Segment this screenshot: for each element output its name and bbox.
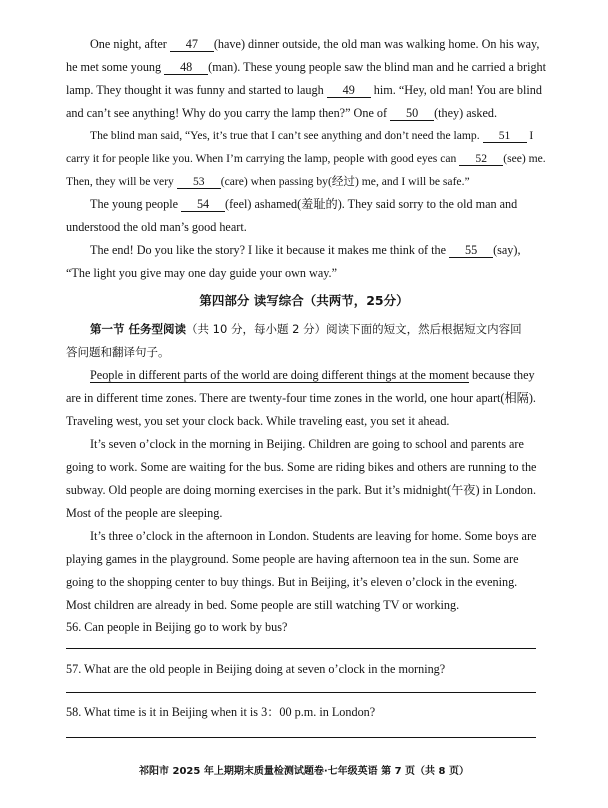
story-text: “The light you give may one day guide your own way.” (66, 266, 337, 280)
passage-line (66, 597, 558, 613)
instruction-text: （共 10 分，每小题 2 分）阅读下面的短文，然后根据短文内容回 (186, 322, 522, 336)
blank-47[interactable]: 47 (170, 38, 214, 52)
story-text: understood the old man’s good heart. (66, 220, 247, 234)
part-instruction (90, 321, 558, 337)
blank-53[interactable]: 53 (177, 175, 221, 189)
passage-line (66, 482, 558, 498)
blank-52[interactable]: 52 (459, 152, 503, 166)
story-text: lamp. They thought it was funny and started to laugh (66, 83, 324, 97)
passage-text: playing games in the playground. Some people are having afternoon tea in the sun. Some are (66, 552, 519, 566)
story-line (90, 242, 558, 258)
story-text: carry it for people like you. When I’m carrying the lamp, people with good eyes can (66, 152, 457, 165)
passage-line (66, 574, 558, 590)
story-text: The young people (90, 197, 178, 211)
passage-text: because they (468, 368, 535, 382)
story-line (90, 196, 558, 212)
story-text: (see) me. (503, 152, 546, 165)
answer-line-58[interactable] (66, 737, 536, 738)
passage-text: Most of the people are sleeping. (66, 506, 223, 520)
story-line (66, 151, 558, 167)
passage-line (66, 505, 558, 521)
passage-line (66, 390, 558, 406)
page-footer: 祁阳市 2025 年上期期末质量检测试题卷·七年级英语 第 7 页（共 8 页） (139, 766, 469, 777)
story-text: The blind man said, “Yes, it’s true that I can’t see anything and don’t need the lamp. (90, 129, 480, 142)
passage-text: It’s seven o’clock in the morning in Beijing. Children are going to school and parents are (90, 437, 524, 451)
story-line (66, 59, 558, 75)
story-text: (care) when passing by(经过) me, and I will be safe.” (220, 175, 470, 188)
story-line (90, 128, 558, 144)
blank-55[interactable]: 55 (449, 244, 493, 258)
passage-text: are in different time zones. There are twenty-four time zones in the world, one hour apart(相隔). (66, 391, 536, 405)
passage-line (66, 459, 558, 475)
story-text: and can’t see anything! Why do you carry the lamp then?” One of (66, 106, 388, 120)
passage-text: It’s three o’clock in the afternoon in London. Students are leaving for home. Some boys are (90, 529, 537, 543)
story-text: One night, after (90, 37, 167, 51)
story-text: Then, they will be very (66, 175, 174, 188)
story-text: (they) asked. (434, 106, 498, 120)
story-line (90, 36, 558, 52)
underlined-sentence: People in different parts of the world are doing different things at the moment (90, 368, 469, 382)
passage-line (90, 528, 558, 544)
story-line (66, 105, 558, 121)
story-text: (have) dinner outside, the old man was walking home. On his way, (213, 37, 540, 51)
story-text: The end! Do you like the story? I like it because it makes me think of the (90, 243, 447, 257)
question-57: 57. What are the old people in Beijing doing at seven o’clock in the morning? (66, 662, 446, 676)
passage-line (66, 413, 558, 429)
story-line (66, 219, 558, 235)
question-56: 56. Can people in Beijing go to work by bus? (66, 620, 288, 634)
part-label: 第一节 任务型阅读 (90, 322, 187, 336)
passage-line (90, 436, 558, 452)
passage-text: Traveling west, you set your clock back. While traveling east, you set it ahead. (66, 414, 450, 428)
story-text: him. “Hey, old man! You are blind (373, 83, 542, 97)
part-instruction (66, 344, 558, 360)
instruction-text: 答问题和翻译句子。 (66, 345, 170, 359)
blank-54[interactable]: 54 (181, 198, 225, 212)
blank-51[interactable]: 51 (483, 129, 527, 143)
blank-49[interactable]: 49 (327, 84, 371, 98)
story-text: (say), (493, 243, 521, 257)
passage-text: subway. Old people are doing morning exercises in the park. But it’s midnight(午夜) in London. (66, 483, 537, 497)
blank-50[interactable]: 50 (390, 107, 434, 121)
passage-text: going to work. Some are waiting for the bus. Some are riding bikes and others are running to the (66, 460, 537, 474)
story-text: (man). These young people saw the blind man and he carried a bright (208, 60, 547, 74)
passage-line (90, 367, 558, 383)
question-58: 58. What time is it in Beijing when it is 3：00 p.m. in London? (66, 705, 376, 719)
story-line (66, 174, 558, 190)
story-text: he met some young (66, 60, 162, 74)
story-text: (feel) ashamed(羞耻的). They said sorry to the old man and (225, 197, 518, 211)
passage-line (66, 551, 558, 567)
story-line (66, 265, 558, 281)
story-text: I (529, 129, 534, 142)
blank-48[interactable]: 48 (164, 61, 208, 75)
passage-text: Most children are already in bed. Some people are still watching TV or working. (66, 598, 460, 612)
story-line (66, 82, 558, 98)
answer-line-56[interactable] (66, 648, 536, 649)
section-title: 第四部分 读写综合（共两节，25分） (199, 293, 409, 308)
passage-text: going to the shopping center to buy things. But in Beijing, it’s eleven o’clock in the evening. (66, 575, 518, 589)
answer-line-57[interactable] (66, 692, 536, 693)
